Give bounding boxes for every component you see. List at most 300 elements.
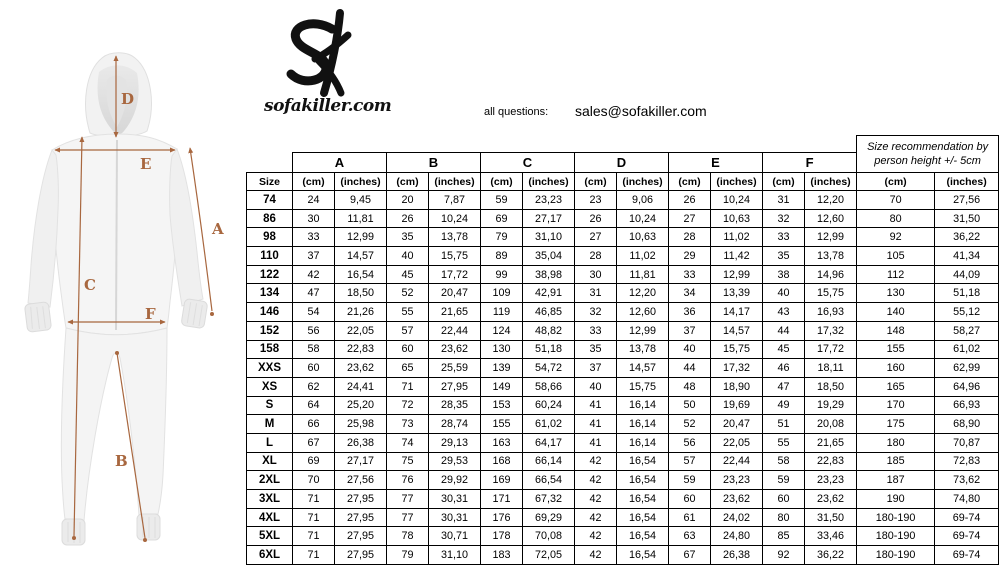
unit-header-inches: (inches) <box>429 173 481 191</box>
unit-header-inches: (inches) <box>805 173 857 191</box>
value-cell: 16,54 <box>617 490 669 509</box>
recommendation-header <box>857 136 999 173</box>
value-cell: 119 <box>481 303 523 322</box>
value-cell: 55 <box>387 303 429 322</box>
value-cell: 23,62 <box>429 340 481 359</box>
value-cell: 47 <box>293 284 335 303</box>
value-cell: 9,06 <box>617 191 669 210</box>
value-cell: 190 <box>857 490 935 509</box>
table-row <box>247 490 999 509</box>
value-cell: 130 <box>857 284 935 303</box>
value-cell: 45 <box>387 265 429 284</box>
value-cell: 40 <box>575 377 617 396</box>
table-row <box>247 209 999 228</box>
value-cell: 64,96 <box>935 377 999 396</box>
value-cell: 24,02 <box>711 508 763 527</box>
value-cell: 60 <box>293 359 335 378</box>
value-cell: 79 <box>481 228 523 247</box>
table-row <box>247 340 999 359</box>
value-cell: 67 <box>669 546 711 565</box>
value-cell: 45 <box>763 340 805 359</box>
value-cell: 178 <box>481 527 523 546</box>
value-cell: 17,32 <box>805 321 857 340</box>
value-cell: 160 <box>857 359 935 378</box>
value-cell: 51 <box>763 415 805 434</box>
value-cell: 27 <box>669 209 711 228</box>
value-cell: 10,24 <box>429 209 481 228</box>
value-cell: 140 <box>857 303 935 322</box>
value-cell: 16,54 <box>335 265 387 284</box>
value-cell: 58,66 <box>523 377 575 396</box>
value-cell: 58,27 <box>935 321 999 340</box>
column-header-b: B <box>387 153 481 173</box>
value-cell: 7,87 <box>429 191 481 210</box>
column-header-a: A <box>293 153 387 173</box>
value-cell: 31 <box>575 284 617 303</box>
value-cell: 187 <box>857 471 935 490</box>
size-cell: 110 <box>247 247 293 266</box>
value-cell: 31 <box>763 191 805 210</box>
size-cell: 4XL <box>247 508 293 527</box>
value-cell: 70 <box>293 471 335 490</box>
value-cell: 170 <box>857 396 935 415</box>
size-cell: 74 <box>247 191 293 210</box>
size-table <box>246 135 999 565</box>
value-cell: 30 <box>293 209 335 228</box>
value-cell: 11,02 <box>711 228 763 247</box>
value-cell: 12,60 <box>617 303 669 322</box>
value-cell: 185 <box>857 452 935 471</box>
value-cell: 89 <box>481 247 523 266</box>
value-cell: 70 <box>857 191 935 210</box>
value-cell: 12,99 <box>617 321 669 340</box>
value-cell: 43 <box>763 303 805 322</box>
value-cell: 67,32 <box>523 490 575 509</box>
unit-header-inches: (inches) <box>935 173 999 191</box>
value-cell: 27 <box>575 228 617 247</box>
recommendation-line1: Size recommendation by <box>867 140 989 153</box>
value-cell: 14,57 <box>711 321 763 340</box>
value-cell: 26 <box>575 209 617 228</box>
value-cell: 29,13 <box>429 433 481 452</box>
value-cell: 71 <box>387 377 429 396</box>
value-cell: 28,74 <box>429 415 481 434</box>
value-cell: 23,62 <box>335 359 387 378</box>
value-cell: 13,39 <box>711 284 763 303</box>
value-cell: 59 <box>481 191 523 210</box>
table-row <box>247 228 999 247</box>
value-cell: 23,23 <box>711 471 763 490</box>
value-cell: 48,82 <box>523 321 575 340</box>
value-cell: 14,17 <box>711 303 763 322</box>
value-cell: 77 <box>387 508 429 527</box>
value-cell: 23 <box>575 191 617 210</box>
value-cell: 62,99 <box>935 359 999 378</box>
value-cell: 21,65 <box>429 303 481 322</box>
value-cell: 12,99 <box>335 228 387 247</box>
column-header-f: F <box>763 153 857 173</box>
value-cell: 10,63 <box>617 228 669 247</box>
table-row <box>247 247 999 266</box>
value-cell: 148 <box>857 321 935 340</box>
value-cell: 30,31 <box>429 508 481 527</box>
value-cell: 16,14 <box>617 396 669 415</box>
size-cell: 3XL <box>247 490 293 509</box>
value-cell: 16,93 <box>805 303 857 322</box>
value-cell: 20,08 <box>805 415 857 434</box>
value-cell: 66,93 <box>935 396 999 415</box>
value-cell: 109 <box>481 284 523 303</box>
value-cell: 92 <box>857 228 935 247</box>
size-cell: S <box>247 396 293 415</box>
value-cell: 9,45 <box>335 191 387 210</box>
right-leg-cuff <box>137 514 160 540</box>
value-cell: 78 <box>387 527 429 546</box>
value-cell: 36 <box>669 303 711 322</box>
value-cell: 26,38 <box>335 433 387 452</box>
value-cell: 30,71 <box>429 527 481 546</box>
value-cell: 155 <box>857 340 935 359</box>
value-cell: 54,72 <box>523 359 575 378</box>
value-cell: 16,54 <box>617 546 669 565</box>
figure-label-f: F <box>145 305 156 323</box>
value-cell: 41 <box>575 415 617 434</box>
value-cell: 60 <box>669 490 711 509</box>
value-cell: 26 <box>669 191 711 210</box>
value-cell: 63 <box>669 527 711 546</box>
value-cell: 69-74 <box>935 527 999 546</box>
value-cell: 58 <box>763 452 805 471</box>
value-cell: 180-190 <box>857 546 935 565</box>
value-cell: 69 <box>293 452 335 471</box>
value-cell: 27,95 <box>429 377 481 396</box>
value-cell: 71 <box>293 546 335 565</box>
size-cell: XXS <box>247 359 293 378</box>
unit-header-cm: (cm) <box>669 173 711 191</box>
size-cell: 98 <box>247 228 293 247</box>
unit-header-cm: (cm) <box>387 173 429 191</box>
value-cell: 15,75 <box>711 340 763 359</box>
zipper <box>116 140 117 330</box>
value-cell: 65 <box>387 359 429 378</box>
value-cell: 74 <box>387 433 429 452</box>
unit-header-cm: (cm) <box>857 173 935 191</box>
value-cell: 12,99 <box>805 228 857 247</box>
value-cell: 42,91 <box>523 284 575 303</box>
value-cell: 42 <box>575 546 617 565</box>
value-cell: 24 <box>293 191 335 210</box>
value-cell: 13,78 <box>429 228 481 247</box>
value-cell: 41 <box>575 433 617 452</box>
value-cell: 32 <box>763 209 805 228</box>
brand-logo-sk-icon <box>282 8 352 98</box>
value-cell: 22,44 <box>711 452 763 471</box>
unit-header-cm: (cm) <box>575 173 617 191</box>
figure-label-e: E <box>140 155 152 173</box>
table-row <box>247 508 999 527</box>
value-cell: 66 <box>293 415 335 434</box>
table-row <box>247 303 999 322</box>
figure-label-a: A <box>212 220 224 238</box>
value-cell: 29 <box>669 247 711 266</box>
value-cell: 12,20 <box>617 284 669 303</box>
value-cell: 42 <box>575 452 617 471</box>
value-cell: 36,22 <box>805 546 857 565</box>
value-cell: 33,46 <box>805 527 857 546</box>
brand-site-text: sofakiller.com <box>264 96 392 116</box>
table-row <box>247 191 999 210</box>
value-cell: 60 <box>763 490 805 509</box>
table-row <box>247 321 999 340</box>
table-row <box>247 471 999 490</box>
value-cell: 49 <box>763 396 805 415</box>
value-cell: 175 <box>857 415 935 434</box>
value-cell: 169 <box>481 471 523 490</box>
value-cell: 70,08 <box>523 527 575 546</box>
value-cell: 67 <box>293 433 335 452</box>
value-cell: 37 <box>575 359 617 378</box>
value-cell: 165 <box>857 377 935 396</box>
value-cell: 10,24 <box>617 209 669 228</box>
value-cell: 21,65 <box>805 433 857 452</box>
value-cell: 14,57 <box>335 247 387 266</box>
value-cell: 105 <box>857 247 935 266</box>
value-cell: 46,85 <box>523 303 575 322</box>
value-cell: 42 <box>575 471 617 490</box>
value-cell: 42 <box>575 490 617 509</box>
value-cell: 54 <box>293 303 335 322</box>
value-cell: 80 <box>763 508 805 527</box>
value-cell: 57 <box>669 452 711 471</box>
value-cell: 16,14 <box>617 433 669 452</box>
value-cell: 11,81 <box>335 209 387 228</box>
column-header-e: E <box>669 153 763 173</box>
value-cell: 61 <box>669 508 711 527</box>
right-sleeve <box>170 149 203 306</box>
value-cell: 16,54 <box>617 508 669 527</box>
unit-header-cm: (cm) <box>293 173 335 191</box>
value-cell: 171 <box>481 490 523 509</box>
value-cell: 112 <box>857 265 935 284</box>
value-cell: 23,62 <box>711 490 763 509</box>
right-sleeve-cuff <box>181 298 208 328</box>
value-cell: 19,29 <box>805 396 857 415</box>
value-cell: 10,63 <box>711 209 763 228</box>
value-cell: 72,83 <box>935 452 999 471</box>
value-cell: 12,99 <box>711 265 763 284</box>
value-cell: 64,17 <box>523 433 575 452</box>
torso <box>52 134 179 335</box>
value-cell: 38 <box>763 265 805 284</box>
value-cell: 73,62 <box>935 471 999 490</box>
value-cell: 18,50 <box>335 284 387 303</box>
value-cell: 30,31 <box>429 490 481 509</box>
size-cell: 86 <box>247 209 293 228</box>
unit-header-inches: (inches) <box>523 173 575 191</box>
value-cell: 20,47 <box>711 415 763 434</box>
spacer-cell <box>247 136 857 153</box>
size-cell: 158 <box>247 340 293 359</box>
value-cell: 17,72 <box>805 340 857 359</box>
size-column-header: Size <box>247 173 293 191</box>
value-cell: 22,83 <box>805 452 857 471</box>
onesie-figure <box>0 0 250 584</box>
value-cell: 92 <box>763 546 805 565</box>
value-cell: 27,95 <box>335 490 387 509</box>
value-cell: 13,78 <box>805 247 857 266</box>
value-cell: 71 <box>293 527 335 546</box>
value-cell: 35 <box>575 340 617 359</box>
value-cell: 10,24 <box>711 191 763 210</box>
value-cell: 180-190 <box>857 508 935 527</box>
value-cell: 27,17 <box>523 209 575 228</box>
value-cell: 183 <box>481 546 523 565</box>
value-cell: 18,11 <box>805 359 857 378</box>
value-cell: 16,54 <box>617 452 669 471</box>
value-cell: 85 <box>763 527 805 546</box>
value-cell: 76 <box>387 471 429 490</box>
value-cell: 31,10 <box>523 228 575 247</box>
spacer-cell <box>247 153 293 173</box>
value-cell: 55 <box>763 433 805 452</box>
questions-label: all questions: <box>484 106 549 118</box>
value-cell: 16,54 <box>617 527 669 546</box>
unit-header-inches: (inches) <box>335 173 387 191</box>
size-cell: 122 <box>247 265 293 284</box>
value-cell: 62 <box>293 377 335 396</box>
size-cell: 6XL <box>247 546 293 565</box>
value-cell: 56 <box>293 321 335 340</box>
table-row <box>247 359 999 378</box>
value-cell: 163 <box>481 433 523 452</box>
value-cell: 61,02 <box>935 340 999 359</box>
unit-header-cm: (cm) <box>763 173 805 191</box>
table-row <box>247 415 999 434</box>
value-cell: 99 <box>481 265 523 284</box>
value-cell: 11,81 <box>617 265 669 284</box>
value-cell: 14,96 <box>805 265 857 284</box>
value-cell: 69-74 <box>935 508 999 527</box>
value-cell: 50 <box>669 396 711 415</box>
value-cell: 60,24 <box>523 396 575 415</box>
value-cell: 13,78 <box>617 340 669 359</box>
size-cell: L <box>247 433 293 452</box>
table-row <box>247 396 999 415</box>
unit-header-cm: (cm) <box>481 173 523 191</box>
table-row <box>247 546 999 565</box>
value-cell: 27,56 <box>935 191 999 210</box>
size-cell: 134 <box>247 284 293 303</box>
unit-header-inches: (inches) <box>617 173 669 191</box>
size-cell: M <box>247 415 293 434</box>
value-cell: 29,92 <box>429 471 481 490</box>
value-cell: 42 <box>575 527 617 546</box>
value-cell: 33 <box>293 228 335 247</box>
value-cell: 180-190 <box>857 527 935 546</box>
value-cell: 17,72 <box>429 265 481 284</box>
value-cell: 56 <box>669 433 711 452</box>
value-cell: 12,20 <box>805 191 857 210</box>
value-cell: 22,05 <box>335 321 387 340</box>
value-cell: 33 <box>669 265 711 284</box>
value-cell: 64 <box>293 396 335 415</box>
value-cell: 139 <box>481 359 523 378</box>
value-cell: 70,87 <box>935 433 999 452</box>
value-cell: 153 <box>481 396 523 415</box>
value-cell: 42 <box>293 265 335 284</box>
value-cell: 44 <box>763 321 805 340</box>
value-cell: 24,41 <box>335 377 387 396</box>
size-cell: XS <box>247 377 293 396</box>
value-cell: 79 <box>387 546 429 565</box>
size-cell: XL <box>247 452 293 471</box>
contact-email[interactable]: sales@sofakiller.com <box>575 103 707 119</box>
table-row <box>247 452 999 471</box>
value-cell: 68,90 <box>935 415 999 434</box>
value-cell: 25,98 <box>335 415 387 434</box>
value-cell: 25,59 <box>429 359 481 378</box>
value-cell: 21,26 <box>335 303 387 322</box>
value-cell: 52 <box>669 415 711 434</box>
value-cell: 180 <box>857 433 935 452</box>
value-cell: 18,50 <box>805 377 857 396</box>
value-cell: 55,12 <box>935 303 999 322</box>
value-cell: 52 <box>387 284 429 303</box>
value-cell: 47 <box>763 377 805 396</box>
value-cell: 15,75 <box>617 377 669 396</box>
size-cell: 5XL <box>247 527 293 546</box>
table-row <box>247 433 999 452</box>
value-cell: 12,60 <box>805 209 857 228</box>
value-cell: 75 <box>387 452 429 471</box>
value-cell: 17,32 <box>711 359 763 378</box>
left-sleeve-cuff <box>24 302 51 333</box>
value-cell: 27,17 <box>335 452 387 471</box>
value-cell: 31,10 <box>429 546 481 565</box>
value-cell: 40 <box>669 340 711 359</box>
value-cell: 124 <box>481 321 523 340</box>
value-cell: 15,75 <box>429 247 481 266</box>
value-cell: 72,05 <box>523 546 575 565</box>
value-cell: 80 <box>857 209 935 228</box>
table-row <box>247 527 999 546</box>
value-cell: 69-74 <box>935 546 999 565</box>
value-cell: 16,54 <box>617 471 669 490</box>
value-cell: 38,98 <box>523 265 575 284</box>
value-cell: 28,35 <box>429 396 481 415</box>
value-cell: 16,14 <box>617 415 669 434</box>
value-cell: 69,29 <box>523 508 575 527</box>
value-cell: 22,05 <box>711 433 763 452</box>
value-cell: 31,50 <box>935 209 999 228</box>
value-cell: 30 <box>575 265 617 284</box>
value-cell: 34 <box>669 284 711 303</box>
column-header-d: D <box>575 153 669 173</box>
table-row <box>247 284 999 303</box>
value-cell: 33 <box>575 321 617 340</box>
value-cell: 33 <box>763 228 805 247</box>
value-cell: 51,18 <box>523 340 575 359</box>
value-cell: 14,57 <box>617 359 669 378</box>
value-cell: 35 <box>387 228 429 247</box>
value-cell: 11,42 <box>711 247 763 266</box>
value-cell: 40 <box>387 247 429 266</box>
size-cell: 2XL <box>247 471 293 490</box>
value-cell: 27,95 <box>335 546 387 565</box>
value-cell: 37 <box>293 247 335 266</box>
value-cell: 66,54 <box>523 471 575 490</box>
recommendation-line2: person height +/- 5cm <box>874 155 981 167</box>
